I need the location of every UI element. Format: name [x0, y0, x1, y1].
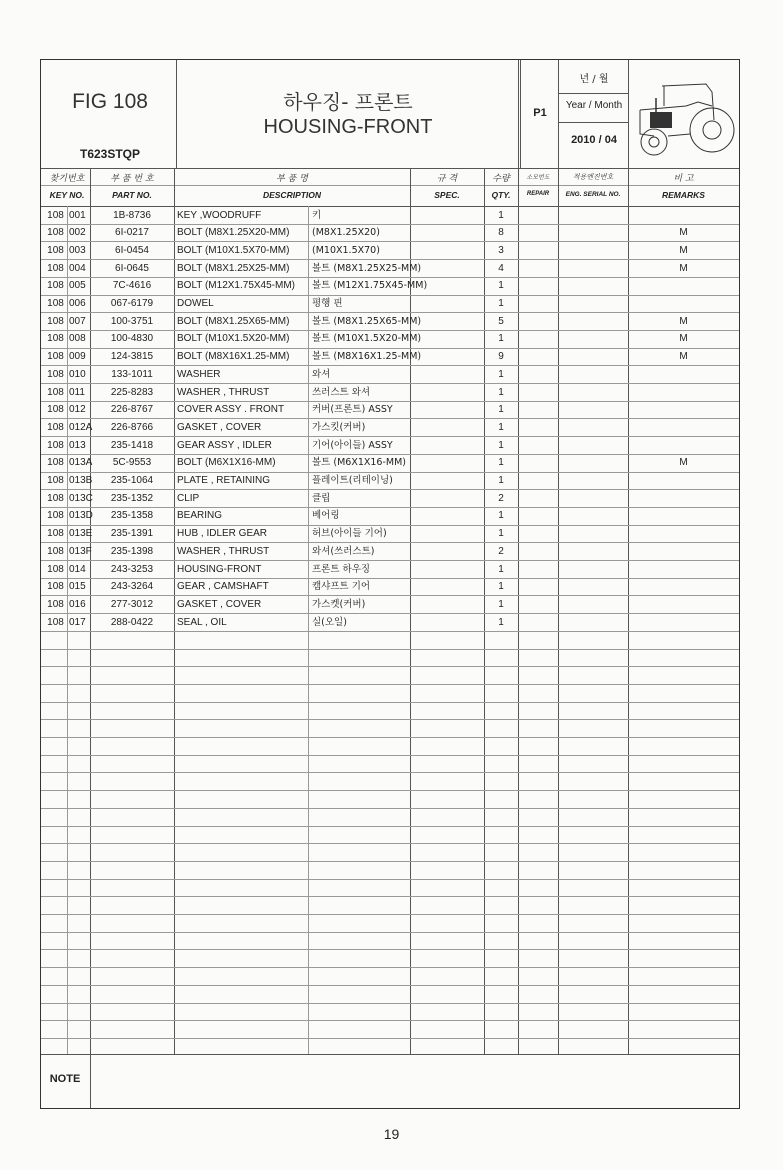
cell-description-kr: 볼트 (M6X1X16-MM) — [312, 457, 406, 469]
cell-key-no: 012 — [69, 404, 86, 416]
row-rule — [41, 826, 739, 827]
cell-description: BOLT (M10X1.5X20-MM) — [177, 333, 290, 345]
cell-part-no: 067-6179 — [110, 298, 154, 309]
row-rule — [41, 843, 739, 844]
col-qty-kr: 수량 — [492, 174, 510, 184]
col-eng-kr: 적용엔진번호 — [572, 173, 614, 181]
cell-qty: 1 — [498, 457, 504, 469]
cell-fig: 108 — [47, 510, 64, 522]
row-rule — [41, 631, 739, 632]
cell-fig: 108 — [47, 298, 64, 309]
cell-description: HOUSING-FRONT — [177, 563, 262, 575]
cell-key-no: 013F — [69, 545, 92, 557]
cell-qty: 2 — [498, 545, 504, 557]
page-number: 19 — [383, 1126, 400, 1142]
cell-key-no: 010 — [69, 368, 86, 380]
cell-fig: 108 — [47, 492, 64, 504]
row-rule — [41, 1038, 739, 1039]
cell-description-kr: 쓰러스트 와셔 — [312, 386, 371, 398]
cell-part-no: 6I-0217 — [115, 227, 149, 239]
cell-fig: 108 — [47, 209, 64, 221]
header-divider — [558, 93, 628, 94]
cell-part-no: 235-1064 — [110, 475, 154, 486]
year-month-label: Year / Month — [565, 100, 623, 111]
cell-description-kr: 가스켓(커버) — [312, 598, 366, 610]
cell-qty: 1 — [498, 421, 504, 433]
cell-description-kr: 평행 핀 — [312, 298, 343, 309]
header-divider — [558, 122, 628, 123]
col-spec: SPEC. — [434, 190, 460, 200]
cell-description: COVER ASSY . FRONT — [177, 404, 285, 416]
cell-description: BOLT (M12X1.75X45-MM) — [177, 280, 296, 292]
column-divider — [518, 60, 519, 1054]
col-part-kr: 부 품 번 호 — [110, 174, 154, 184]
cell-key-no: 009 — [69, 351, 86, 363]
cell-fig: 108 — [47, 563, 64, 575]
cell-key-no: 002 — [69, 227, 86, 239]
col-desc: DESCRIPTION — [262, 190, 322, 200]
cell-description-kr: 볼트 (M8X1.25X65-MM) — [312, 315, 422, 327]
cell-qty: 1 — [498, 528, 504, 540]
cell-fig: 108 — [47, 386, 64, 398]
note-divider — [90, 1054, 91, 1108]
cell-part-no: 5C-9553 — [112, 457, 152, 469]
cell-key-no: 005 — [69, 280, 86, 292]
cell-qty: 1 — [498, 404, 504, 416]
cell-description: BOLT (M10X1.5X70-MM) — [177, 244, 290, 256]
cell-part-no: 277-3012 — [110, 598, 154, 610]
cell-key-no: 007 — [69, 315, 86, 327]
cell-qty: 1 — [498, 280, 504, 292]
col-remarks-kr: 비 고 — [673, 174, 694, 184]
cell-description-kr: 볼트 (M12X1.75X45-MM) — [312, 280, 428, 292]
cell-key-no: 013 — [69, 439, 86, 451]
cell-key-no: 012A — [69, 421, 93, 433]
row-rule — [41, 949, 739, 950]
col-qty: QTY. — [491, 190, 511, 200]
cell-qty: 1 — [498, 368, 504, 380]
title-korean: 하우징- 프론트 — [283, 90, 413, 114]
cell-description: BOLT (M8X1.25X20-MM) — [177, 227, 290, 239]
cell-description-kr: 캠샤프트 기어 — [312, 581, 371, 593]
cell-description-kr: 플레이트(리테이닝) — [312, 475, 393, 486]
cell-part-no: 100-4830 — [110, 333, 154, 345]
cell-qty: 1 — [498, 333, 504, 345]
cell-qty: 1 — [498, 563, 504, 575]
cell-key-no: 003 — [69, 244, 86, 256]
year-month-value: 2010 / 04 — [571, 134, 617, 146]
row-rule — [41, 985, 739, 986]
cell-description-kr: 가스킷(커버) — [312, 421, 366, 433]
row-rule — [41, 719, 739, 720]
col-repair-kr: 소모번도 — [526, 174, 550, 181]
cell-fig: 108 — [47, 457, 64, 469]
cell-fig: 108 — [47, 598, 64, 610]
figure-number: FIG 108 — [72, 90, 148, 113]
cell-description-kr: 키 — [312, 209, 322, 221]
cell-fig: 108 — [47, 244, 64, 256]
cell-fig: 108 — [47, 262, 64, 274]
row-rule — [41, 1020, 739, 1021]
cell-qty: 1 — [498, 439, 504, 451]
row-rule — [41, 1003, 739, 1004]
cell-key-no: 013B — [69, 475, 93, 486]
cell-fig: 108 — [47, 581, 64, 593]
cell-qty: 4 — [498, 262, 504, 274]
cell-qty: 1 — [498, 475, 504, 486]
cell-part-no: 235-1398 — [110, 545, 154, 557]
cell-description-kr: 볼트 (M8X16X1.25-MM) — [312, 351, 422, 363]
row-rule — [41, 649, 739, 650]
cell-qty: 1 — [498, 581, 504, 593]
col-key-kr: 찾기번호 — [49, 174, 85, 184]
cell-fig: 108 — [47, 280, 64, 292]
col-repair: REPAIR — [526, 191, 550, 197]
cell-qty: 9 — [498, 351, 504, 363]
row-rule — [41, 790, 739, 791]
cell-description: BOLT (M8X1.25X25-MM) — [177, 262, 290, 274]
header-rule — [41, 185, 739, 186]
cell-part-no: 235-1358 — [110, 510, 154, 522]
cell-qty: 1 — [498, 598, 504, 610]
column-divider — [558, 168, 559, 1054]
col-desc-kr: 부 품 명 — [276, 174, 308, 184]
cell-remark: M — [679, 457, 688, 469]
cell-key-no: 015 — [69, 581, 86, 593]
page-title: HOUSING-FRONT — [263, 116, 433, 138]
cell-qty: 1 — [498, 510, 504, 522]
cell-description-kr: 와셔 — [312, 368, 331, 380]
cell-description-kr: 볼트 (M10X1.5X20-MM) — [312, 333, 422, 345]
row-rule — [41, 755, 739, 756]
col-part: PART NO. — [112, 190, 152, 200]
cell-fig: 108 — [47, 616, 64, 628]
cell-fig: 108 — [47, 333, 64, 345]
cell-fig: 108 — [47, 351, 64, 363]
cell-description: BOLT (M8X16X1.25-MM) — [177, 351, 290, 363]
col-remarks: REMARKS — [662, 190, 705, 200]
row-rule — [41, 914, 739, 915]
cell-qty: 5 — [498, 315, 504, 327]
tractor-icon — [634, 72, 736, 162]
cell-description: BOLT (M6X1X16-MM) — [177, 457, 276, 469]
cell-key-no: 013E — [69, 528, 93, 540]
cell-key-no: 001 — [69, 209, 86, 221]
row-rule — [41, 967, 739, 968]
cell-qty: 3 — [498, 244, 504, 256]
cell-remark: M — [679, 351, 688, 363]
cell-description: WASHER , THRUST — [177, 386, 270, 398]
cell-key-no: 008 — [69, 333, 86, 345]
col-key: KEY NO. — [49, 190, 85, 200]
cell-description-kr: 기어(아이들) ASSY — [312, 439, 393, 451]
cell-description-kr: 커버(프론트) ASSY — [312, 404, 393, 416]
year-month-label-kr: 년 / 월 — [579, 74, 609, 85]
cell-description: BEARING — [177, 510, 223, 522]
cell-fig: 108 — [47, 439, 64, 451]
row-rule — [41, 896, 739, 897]
cell-key-no: 006 — [69, 298, 86, 309]
cell-qty: 1 — [498, 386, 504, 398]
cell-description: PLATE , RETAINING — [177, 475, 270, 486]
row-rule — [41, 737, 739, 738]
cell-part-no: 235-1418 — [110, 439, 154, 451]
cell-qty: 1 — [498, 209, 504, 221]
cell-fig: 108 — [47, 421, 64, 433]
cell-description-kr: 프론트 하우징 — [312, 563, 371, 575]
column-divider — [628, 168, 629, 1054]
cell-key-no: 013D — [69, 510, 93, 522]
row-rule — [41, 684, 739, 685]
header-divider — [628, 60, 629, 168]
cell-part-no: 235-1391 — [110, 528, 154, 540]
row-rule — [41, 861, 739, 862]
cell-part-no: 1B-8736 — [113, 209, 151, 221]
cell-part-no: 243-3264 — [110, 581, 154, 593]
cell-description-kr: 와셔(쓰러스트) — [312, 545, 375, 557]
cell-description: GASKET , COVER — [177, 598, 262, 610]
cell-remark: M — [679, 244, 688, 256]
row-rule — [41, 808, 739, 809]
cell-description: SEAL , OIL — [177, 616, 227, 628]
cell-part-no: 7C-4616 — [112, 280, 152, 292]
model-code: T623STQP — [79, 147, 141, 161]
cell-description-kr: 클립 — [312, 492, 331, 504]
cell-key-no: 004 — [69, 262, 86, 274]
cell-description-kr: (M10X1.5X70) — [312, 244, 380, 256]
cell-key-no: 011 — [69, 386, 85, 398]
cell-part-no: 133-1011 — [111, 368, 153, 380]
cell-description: GEAR , CAMSHAFT — [177, 581, 269, 593]
cell-part-no: 225-8283 — [110, 386, 154, 398]
cell-part-no: 226-8766 — [110, 421, 154, 433]
note-label: NOTE — [49, 1073, 81, 1085]
cell-qty: 1 — [498, 616, 504, 628]
cell-fig: 108 — [47, 227, 64, 239]
cell-part-no: 226-8767 — [110, 404, 154, 416]
cell-description: DOWEL — [177, 298, 214, 309]
cell-remark: M — [679, 262, 688, 274]
cell-fig: 108 — [47, 404, 64, 416]
cell-part-no: 6I-0645 — [115, 262, 149, 274]
cell-description: BOLT (M8X1.25X65-MM) — [177, 315, 290, 327]
cell-part-no: 235-1352 — [110, 492, 154, 504]
header-divider — [176, 60, 177, 168]
cell-part-no: 124-3815 — [110, 351, 154, 363]
cell-part-no: 100-3751 — [110, 315, 154, 327]
row-rule — [41, 879, 739, 880]
cell-description: CLIP — [177, 492, 200, 504]
cell-description: GASKET , COVER — [177, 421, 262, 433]
cell-remark: M — [679, 333, 688, 345]
row-rule — [41, 702, 739, 703]
cell-remark: M — [679, 315, 688, 327]
cell-description: WASHER , THRUST — [177, 545, 270, 557]
cell-description: GEAR ASSY , IDLER — [177, 439, 272, 451]
cell-part-no: 288-0422 — [110, 616, 154, 628]
cell-remark: M — [679, 227, 688, 239]
page-code: P1 — [533, 107, 547, 119]
cell-description-kr: 실(오일) — [312, 616, 347, 628]
row-rule — [41, 932, 739, 933]
cell-description-kr: 허브(아이들 기어) — [312, 528, 387, 540]
note-rule — [41, 1054, 739, 1055]
cell-fig: 108 — [47, 475, 64, 486]
cell-part-no: 243-3253 — [110, 563, 154, 575]
row-rule — [41, 772, 739, 773]
column-divider — [174, 168, 175, 1054]
row-rule — [41, 666, 739, 667]
cell-description: KEY ,WOODRUFF — [177, 209, 262, 221]
cell-fig: 108 — [47, 368, 64, 380]
col-spec-kr: 규 격 — [436, 174, 458, 184]
cell-fig: 108 — [47, 545, 64, 557]
col-eng: ENG. SERIAL NO. — [565, 191, 621, 198]
cell-description-kr: (M8X1.25X20) — [312, 227, 380, 239]
cell-fig: 108 — [47, 315, 64, 327]
cell-description: WASHER — [177, 368, 221, 380]
header-rule — [41, 168, 739, 169]
cell-description-kr: 베어링 — [312, 510, 340, 522]
cell-qty: 1 — [498, 298, 504, 309]
cell-description-kr: 볼트 (M8X1.25X25-MM) — [312, 262, 422, 274]
cell-key-no: 014 — [69, 563, 86, 575]
cell-key-no: 016 — [69, 598, 86, 610]
cell-part-no: 6I-0454 — [115, 244, 149, 256]
cell-key-no: 013C — [69, 492, 93, 504]
cell-fig: 108 — [47, 528, 64, 540]
cell-key-no: 013A — [69, 457, 93, 469]
cell-description: HUB , IDLER GEAR — [177, 528, 268, 540]
cell-key-no: 017 — [69, 616, 86, 628]
cell-qty: 8 — [498, 227, 504, 239]
cell-qty: 2 — [498, 492, 504, 504]
